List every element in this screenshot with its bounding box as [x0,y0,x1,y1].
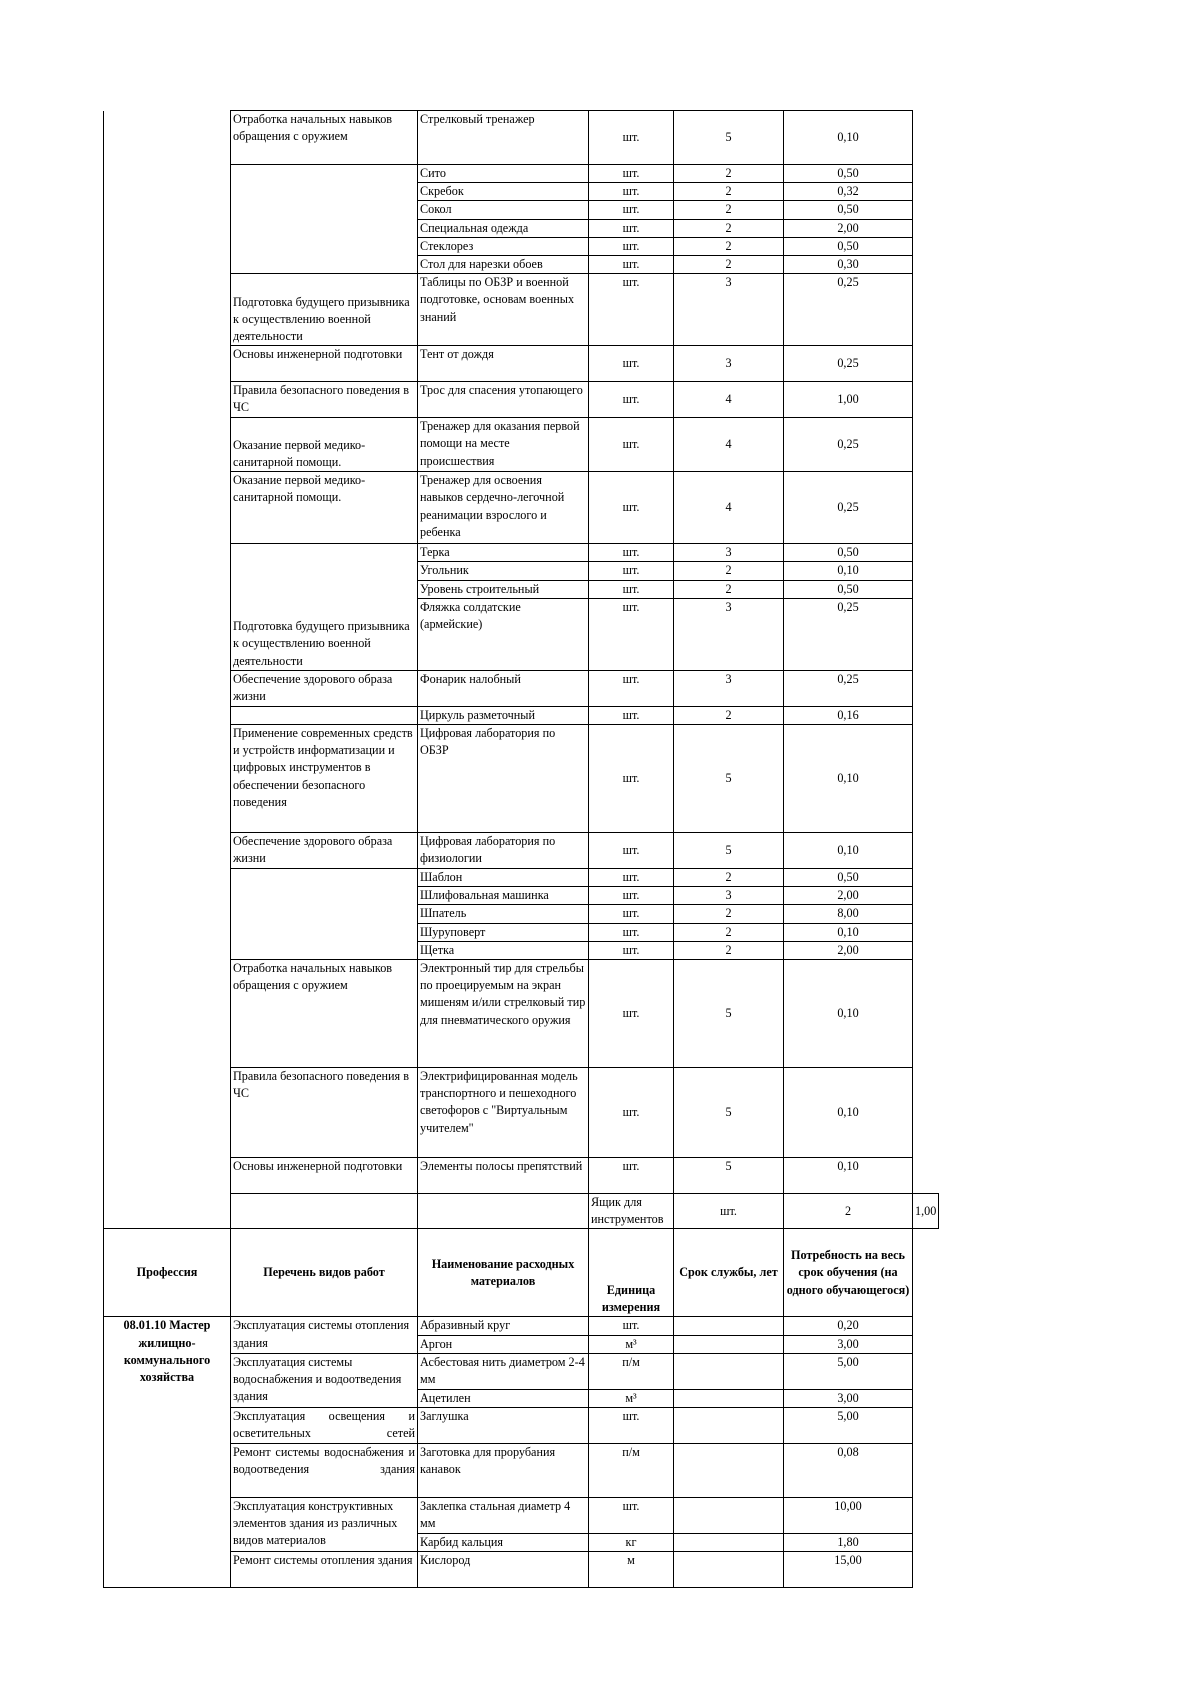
unit-cell: шт. [589,960,674,1068]
work-cell: Отработка начальных навыков обращения с оружием [231,960,418,1068]
term-cell: 2 [674,941,784,959]
need-cell: 8,00 [784,905,913,923]
material-cell: Терка [418,544,589,562]
term-cell: 2 [674,923,784,941]
term-cell: 2 [674,237,784,255]
term-cell: 2 [674,201,784,219]
material-cell: Стеклорез [418,237,589,255]
material-cell: Шлифовальная машинка [418,887,589,905]
material-cell: Шуруповерт [418,923,589,941]
term-cell [674,1317,784,1335]
need-cell: 0,25 [784,598,913,670]
unit-cell: шт. [589,418,674,472]
unit-cell: шт. [589,833,674,869]
need-cell: 2,00 [784,941,913,959]
unit-cell: шт. [589,183,674,201]
material-cell: Сито [418,165,589,183]
material-cell: Циркуль разметочный [418,706,589,724]
term-cell [674,1552,784,1588]
term-cell: 2 [674,562,784,580]
material-cell: Тренажер для оказания первой помощи на месте происшествия [418,418,589,472]
unit-cell: п/м [589,1353,674,1389]
need-cell: 1,80 [784,1534,913,1552]
unit-cell: шт. [589,346,674,382]
term-cell: 5 [674,833,784,869]
need-cell: 2,00 [784,887,913,905]
unit-cell: шт. [589,923,674,941]
work-cell [231,165,418,274]
term-cell: 5 [674,725,784,833]
unit-cell: шт. [589,1068,674,1158]
term-cell: 5 [674,960,784,1068]
unit-cell: п/м [589,1444,674,1498]
material-cell: Электронный тир для стрельбы по проецируемым на экран мишеням и/или стрелковый тир для пневматического оружия [418,960,589,1068]
term-cell: 2 [674,219,784,237]
term-cell: 5 [674,1068,784,1158]
unit-cell: шт. [589,905,674,923]
material-cell: Стрелковый тренажер [418,111,589,165]
unit-cell: шт. [589,941,674,959]
need-cell: 0,20 [784,1317,913,1335]
term-cell: 4 [674,418,784,472]
need-cell: 0,30 [784,256,913,274]
term-cell: 3 [674,274,784,346]
table-row [104,111,939,165]
term-cell [674,1408,784,1444]
need-cell: 1,00 [913,1194,939,1229]
unit-cell: кг [589,1534,674,1552]
need-cell: 2,00 [784,219,913,237]
material-cell: Фляжка солдатские (армейские) [418,598,589,670]
need-cell: 3,00 [784,1335,913,1353]
need-cell: 1,00 [784,382,913,418]
need-cell: 10,00 [784,1498,913,1534]
material-cell: Электрифицированная модель транспортного и пешеходного светофоров с "Виртуальным учителем" [418,1068,589,1158]
work-cell [231,869,418,960]
need-cell: 0,50 [784,237,913,255]
material-cell: Специальная одежда [418,219,589,237]
work-cell: Эксплуатация системы водоснабжения и водоотведения здания [231,1353,418,1407]
unit-cell: шт. [589,670,674,706]
work-cell: Правила безопасного поведения в ЧС [231,382,418,418]
work-cell: Применение современных средств и устройств информатизации и цифровых инструментов в обеспечении безопасного поведения [231,725,418,833]
work-cell: Эксплуатация конструктивных элементов здания из различных видов материалов [231,1498,418,1552]
material-cell: Цифровая лаборатория по ОБЗР [418,725,589,833]
profession-cell-empty [231,1194,418,1229]
table-header-row [104,1229,939,1317]
unit-cell: шт. [589,274,674,346]
work-cell: Обеспечение здорового образа жизни [231,670,418,706]
material-cell: Шпатель [418,905,589,923]
need-cell: 0,50 [784,544,913,562]
work-cell: Основы инженерной подготовки [231,1158,418,1194]
unit-cell: шт. [589,1158,674,1194]
term-cell: 4 [674,472,784,544]
need-cell: 0,10 [784,562,913,580]
work-cell: Обеспечение здорового образа жизни [231,833,418,869]
unit-cell: м³ [589,1389,674,1407]
need-cell: 0,25 [784,472,913,544]
material-cell: Щетка [418,941,589,959]
work-cell: Подготовка будущего призывника к осуществлению военной деятельности [231,274,418,346]
need-cell: 0,10 [784,833,913,869]
term-cell [674,1389,784,1407]
material-cell: Ацетилен [418,1389,589,1407]
unit-cell: шт. [589,111,674,165]
term-cell [674,1353,784,1389]
need-cell: 0,50 [784,869,913,887]
need-cell: 0,25 [784,670,913,706]
materials-table [103,110,939,1588]
work-cell: Эксплуатация системы отопления здания [231,1317,418,1353]
need-cell: 5,00 [784,1408,913,1444]
term-cell: 3 [674,887,784,905]
need-cell: 0,10 [784,1158,913,1194]
header-unit: Единица измерения [589,1229,674,1317]
term-cell: 2 [784,1194,913,1229]
unit-cell: шт. [589,1498,674,1534]
need-cell: 0,50 [784,165,913,183]
unit-cell: шт. [589,201,674,219]
unit-cell: м [589,1552,674,1588]
work-cell: Оказание первой медико-санитарной помощи. [231,472,418,544]
work-cell: Основы инженерной подготовки [231,346,418,382]
term-cell: 4 [674,382,784,418]
work-cell: Эксплуатация освещения и осветительных сетей [231,1408,418,1444]
unit-cell: шт. [589,382,674,418]
unit-cell: шт. [589,887,674,905]
material-cell: Ящик для инструментов [589,1194,674,1229]
unit-cell: шт. [589,165,674,183]
need-cell: 0,50 [784,580,913,598]
unit-cell: шт. [589,219,674,237]
header-works: Перечень видов работ [231,1229,418,1317]
header-profession: Профессия [104,1229,231,1317]
work-cell: Отработка начальных навыков обращения с оружием [231,111,418,165]
material-cell: Шаблон [418,869,589,887]
need-cell: 0,16 [784,706,913,724]
unit-cell: шт. [589,1408,674,1444]
material-cell: Цифровая лаборатория по физиологии [418,833,589,869]
material-cell: Таблицы по ОБЗР и военной подготовке, основам военных знаний [418,274,589,346]
material-cell: Элементы полосы препятствий [418,1158,589,1194]
need-cell: 3,00 [784,1389,913,1407]
table-row [104,1317,939,1335]
material-cell: Тренажер для освоения навыков сердечно-легочной реанимации взрослого и ребенка [418,472,589,544]
unit-cell: шт. [589,237,674,255]
need-cell: 0,08 [784,1444,913,1498]
profession-cell-empty [104,111,231,1229]
work-cell: Правила безопасного поведения в ЧС [231,1068,418,1158]
need-cell: 0,10 [784,960,913,1068]
term-cell: 2 [674,706,784,724]
need-cell: 0,10 [784,1068,913,1158]
material-cell: Аргон [418,1335,589,1353]
material-cell: Заклепка стальная диаметр 4 мм [418,1498,589,1534]
work-cell: Ремонт системы водоснабжения и водоотведения здания [231,1444,418,1498]
need-cell: 0,25 [784,418,913,472]
material-cell: Абразивный круг [418,1317,589,1335]
material-cell: Асбестовая нить диаметром 2-4 мм [418,1353,589,1389]
material-cell: Кислород [418,1552,589,1588]
unit-cell: шт. [589,869,674,887]
material-cell: Карбид кальция [418,1534,589,1552]
need-cell: 0,25 [784,346,913,382]
term-cell: 5 [674,111,784,165]
header-term: Срок службы, лет [674,1229,784,1317]
unit-cell: шт. [674,1194,784,1229]
term-cell: 2 [674,905,784,923]
material-cell: Тент от дождя [418,346,589,382]
material-cell: Сокол [418,201,589,219]
material-cell: Уровень строительный [418,580,589,598]
need-cell: 0,25 [784,274,913,346]
need-cell: 5,00 [784,1353,913,1389]
term-cell [674,1444,784,1498]
material-cell: Угольник [418,562,589,580]
unit-cell: шт. [589,562,674,580]
term-cell: 2 [674,256,784,274]
need-cell: 0,10 [784,725,913,833]
need-cell: 15,00 [784,1552,913,1588]
need-cell: 0,10 [784,923,913,941]
material-cell: Скребок [418,183,589,201]
term-cell: 3 [674,670,784,706]
header-materials: Наименование расходных материалов [418,1229,589,1317]
term-cell: 3 [674,544,784,562]
unit-cell: шт. [589,725,674,833]
work-cell [231,706,418,724]
unit-cell: шт. [589,472,674,544]
material-cell: Фонарик налобный [418,670,589,706]
work-cell: Ремонт системы отопления здания [231,1552,418,1588]
header-need: Потребность на весь срок обучения (на одного обучающегося) [784,1229,913,1317]
need-cell: 0,10 [784,111,913,165]
term-cell: 2 [674,183,784,201]
unit-cell: шт. [589,706,674,724]
unit-cell: шт. [589,256,674,274]
profession-cell: 08.01.10 Мастер жилищно-коммунального хозяйства [104,1317,231,1588]
unit-cell: шт. [589,1317,674,1335]
material-cell: Заготовка для прорубания канавок [418,1444,589,1498]
unit-cell: шт. [589,580,674,598]
work-cell [418,1194,589,1229]
term-cell: 3 [674,346,784,382]
material-cell: Стол для нарезки обоев [418,256,589,274]
term-cell [674,1498,784,1534]
unit-cell: шт. [589,544,674,562]
unit-cell: шт. [589,598,674,670]
term-cell [674,1335,784,1353]
work-cell: Подготовка будущего призывника к осуществлению военной деятельности [231,544,418,671]
term-cell: 5 [674,1158,784,1194]
material-cell: Трос для спасения утопающего [418,382,589,418]
work-cell: Оказание первой медико-санитарной помощи. [231,418,418,472]
term-cell: 2 [674,165,784,183]
term-cell [674,1534,784,1552]
term-cell: 2 [674,869,784,887]
need-cell: 0,32 [784,183,913,201]
term-cell: 3 [674,598,784,670]
term-cell: 2 [674,580,784,598]
need-cell: 0,50 [784,201,913,219]
material-cell: Заглушка [418,1408,589,1444]
unit-cell: м³ [589,1335,674,1353]
